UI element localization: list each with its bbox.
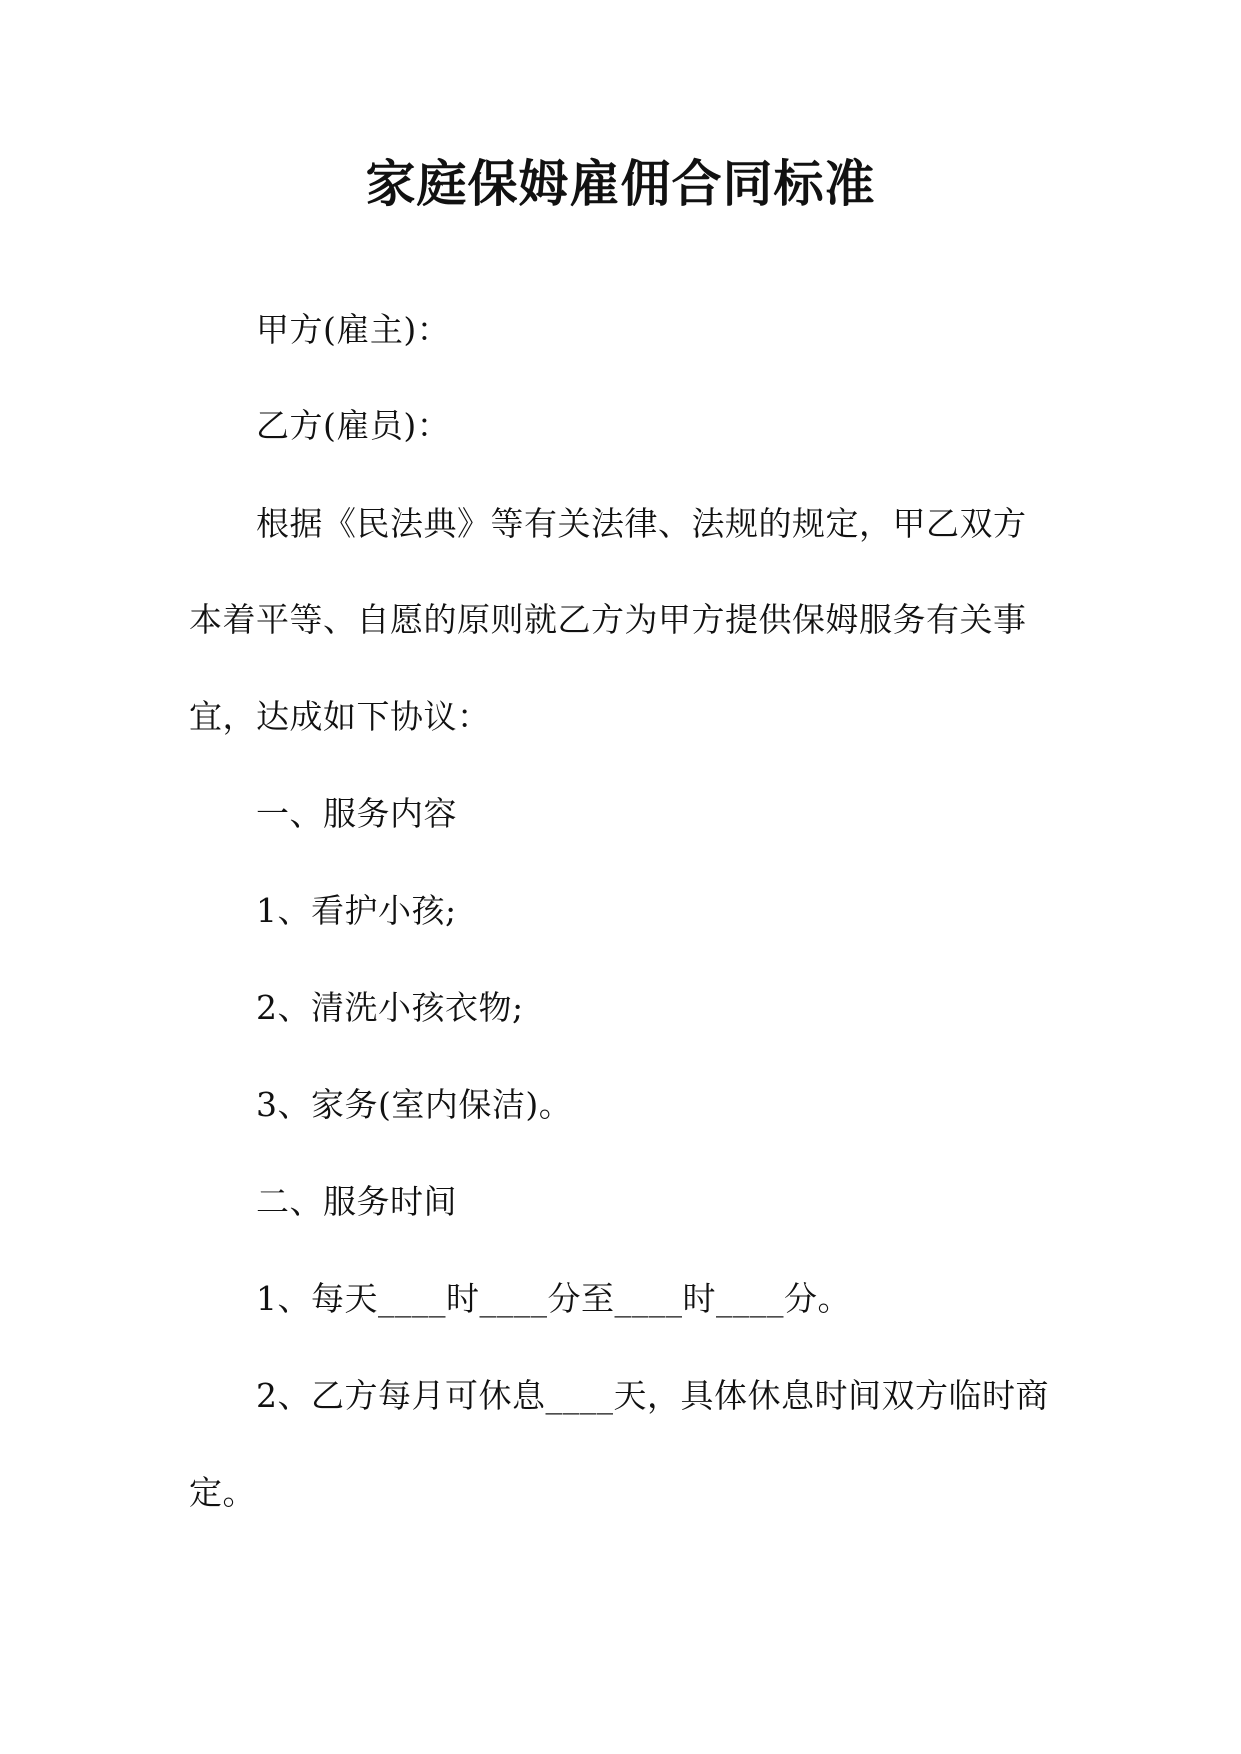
time-item-2-line-1: 2、乙方每月可休息____天，具体休息时间双方临时商 (256, 1376, 1049, 1415)
section-heading-service-content: 一、服务内容 (256, 794, 457, 833)
preamble-line-2: 本着平等、自愿的原则就乙方为甲方提供保姆服务有关事 (189, 600, 1027, 639)
party-a-line: 甲方(雇主)： (256, 310, 451, 349)
preamble-line-3: 宜，达成如下协议： (189, 697, 491, 736)
service-item-1: 1、看护小孩; (256, 891, 457, 930)
time-item-2-line-2: 定。 (189, 1473, 256, 1512)
service-item-3: 3、家务(室内保洁)。 (256, 1085, 573, 1124)
party-b-line: 乙方(雇员)： (256, 406, 451, 445)
section-heading-service-time: 二、服务时间 (256, 1182, 457, 1221)
preamble-line-1: 根据《民法典》等有关法律、法规的规定，甲乙双方 (256, 504, 1027, 543)
time-item-1: 1、每天____时____分至____时____分。 (256, 1279, 851, 1318)
service-item-2: 2、清洗小孩衣物; (256, 988, 524, 1027)
document-title: 家庭保姆雇佣合同标准 (365, 155, 876, 213)
